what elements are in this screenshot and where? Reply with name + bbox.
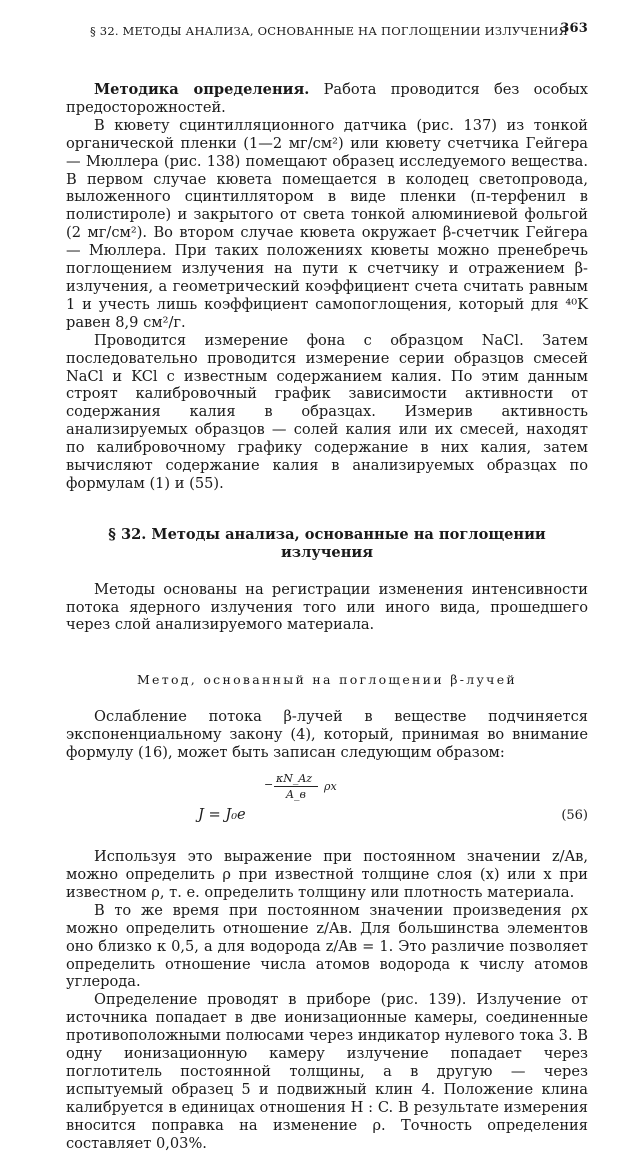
section-heading [66,526,588,562]
running-title: § 32. МЕТОДЫ АНАЛИЗА, ОСНОВАННЫЕ НА ПОГЛОЩЕНИИ ИЗЛУЧЕНИЯ [90,24,569,38]
paragraph-cuvette: В кювету сцинтилляционного датчика (рис. 137) из тонкой органической пленки (1—2 мг/см²) или кювету счетчика Гейгера — Мюллера (рис. 138) помещают образец исследуемого вещества. В первом случае кювета помещается в колодец светопровода, выложенного сцинтиллятором в виде пленки (п-терфенил в полистироле) и закрытого от света тонкой алюминиевой фольгой (2 мг/см²). Во втором случае кювета окружает β-счетчик Гейгера — Мюллера. При таких положениях кюветы можно пренебречь поглощением излучения на пути к счетчику и отражением β-излучения, а геометрический коэффициент счета считать равным 1 и учесть лишь коэффициент самопоглощения, который для ⁴⁰K равен 8,9 см²/г. [66,116,588,331]
formula-56 [66,772,588,848]
formula-minus: − [264,778,274,792]
paragraph-method [66,81,588,117]
section-title-line2: излучения [280,543,374,561]
running-header [66,20,588,40]
paragraph-lead: Методика определения. [94,81,310,98]
formula-main: J = J₀e [198,806,246,824]
paragraph-device: Определение проводят в приборе (рис. 139). Излучение от источника попадает в две ионизационные камеры, соединенные противоположными полюсами через индикатор нулевого тока 3. В одну ионизационную камеру излучение попадает через поглотитель постоянной толщины, а в другую — через испытуемый образец 5 и подвижный клин 4. Положение клина калибруется в единицах отношения H : C. В результате измерения вносится поправка на изменение ρ. Точность определения составляет 0,03%. [66,991,588,1152]
subheading-beta: Метод, основанный на поглощении β-лучей [136,672,518,688]
paragraph-methods-intro: Методы основаны на регистрации изменения интенсивности потока ядерного излучения того или иного вида, прошедшего через слой анализируемого материала. [66,580,588,634]
paragraph-text: Работа проводится без особых предосторожностей. [66,81,588,116]
formula-numerator: κN_Az [276,772,313,786]
formula-number: (56) [561,808,588,824]
paragraph-attenuation: Ослабление потока β-лучей в веществе подчиняется экспоненциальному закону (4), который, принимая во внимание формулу (16), может быть записан следующим образом: [66,708,588,762]
paragraph-background: Проводится измерение фона с образцом NaCl. Затем последовательно проводится измерение серии образцов смесей NaCl и KCl с известным содержанием калия. По этим данным строят калибровочный график зависимости активности от содержания калия в образцах. Измерив активность анализируемых образцов — солей калия или их смесей, находят по калибровочному графику содержание в них калия, затем вычисляют содержание калия в анализируемых образцах по формулам (1) и (55). [66,331,588,492]
paragraph-usage: Используя это выражение при постоянном значении z/Aв, можно определить ρ при известной толщине слоя (x) или x при известном ρ, т. е. определить толщину или плотность материала. [66,848,588,901]
section-title-line1: § 32. Методы анализа, основанные на поглощении [108,525,546,543]
book-page [66,20,588,1153]
formula-rho-x: ρx [324,780,337,794]
formula-fraction-bar [274,786,318,787]
formula-denominator: A_в [286,788,306,802]
paragraph-ratio: В то же время при постоянном значении произведения ρx можно определить отношение z/Aв. Для большинства элементов оно близко к 0,5, а для водорода z/Aв = 1. Это различие позволяет определить отношение числа атомов водорода к числу атомов углерода. [66,901,588,991]
page-number: 363 [560,21,588,36]
